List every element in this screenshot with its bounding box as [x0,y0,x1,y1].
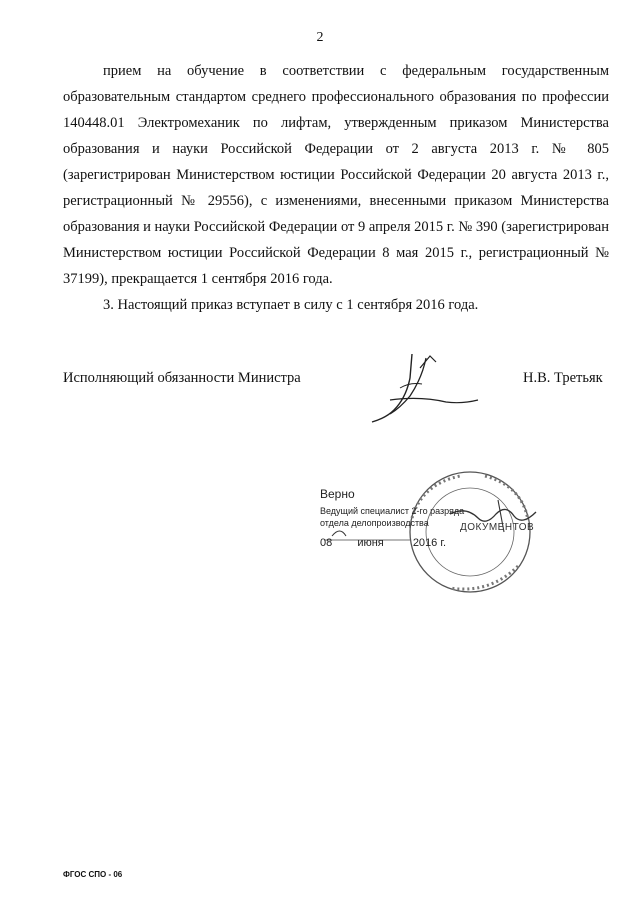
certifier-position-line-1: Ведущий специалист 2-го разряда [320,506,465,516]
signatory-title: Исполняющий обязанности Министра [63,370,301,386]
date-year-suffix: 16 [425,537,438,549]
stamp-text: ДОКУМЕНТОВ [460,522,535,533]
certification-block [320,487,464,549]
date-year-prefix: 20 [412,537,426,549]
certification-date [320,537,464,549]
certifier-position-line-2: отдела делопроизводства [320,518,429,528]
body-paragraph-2: 3. Настоящий приказ вступает в силу с 1 сентября 2016 года. [103,297,479,313]
date-year-end: г. [440,537,447,549]
date-day: 08 [320,537,333,549]
document-body [63,58,609,318]
date-month: июня [357,537,384,549]
certification-label: Верно [320,487,355,501]
body-paragraph-1: прием на обучение в соответствии с федеральным государственным образовательным стандартом среднего профессионального образования по профессии 140448.01 Электромеханик по лифтам, утвержденным приказом Министерства образования и науки Российской Федерации от 2 августа 2013 г. № 805 (зарегистрирован Министерством юстиции Российской Федерации 20 августа 2013 г., регистрационный № 29556), с изменениями, внесенными приказом Министерства образования и науки Российской Федерации от 9 апреля 2015 г. № 390 (зарегистрирован Министерством юстиции Российской Федерации 8 мая 2015 г., регистрационный № 37199), прекращается 1 сентября 2016 года. [63,63,609,287]
signatory-name: Н.В. Третьяк [523,370,603,386]
footer-code: ФГОС СПО - 06 [63,870,123,879]
page-number: 2 [316,30,324,45]
handwritten-signature [350,348,490,428]
